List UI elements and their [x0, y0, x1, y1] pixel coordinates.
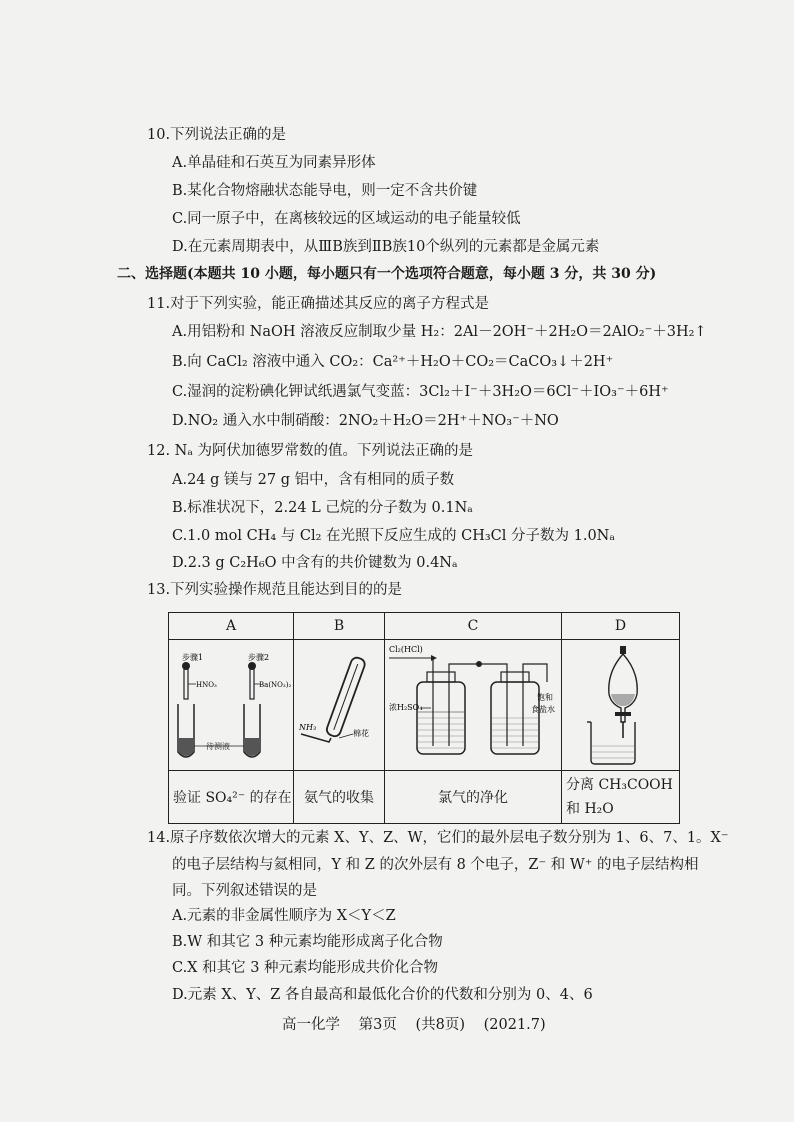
figure-d — [562, 640, 680, 771]
header-d: D — [562, 613, 680, 640]
figure-b — [294, 640, 385, 771]
footer-page: 第3页 — [358, 1017, 397, 1033]
q14-stem-line2: 的电子层结构与氦相同，Y 和 Z 的次外层有 8 个电子，Z⁻ 和 W⁺ 的电子层结构相 — [172, 857, 699, 873]
q11-stem: 11.对于下列实验，能正确描述其反应的离子方程式是 — [147, 296, 490, 312]
header-b: B — [294, 613, 385, 640]
q10-option-c: C.同一原子中，在离核较远的区域运动的电子能量较低 — [172, 211, 521, 227]
caption-a: 验证 SO₄²⁻ 的存在 — [169, 771, 294, 824]
header-a: A — [169, 613, 294, 640]
ammonia-collection-diagram — [295, 642, 383, 768]
caption-b: 氨气的收集 — [294, 771, 385, 824]
q12-option-c: C.1.0 mol CH₄ 与 Cl₂ 在光照下反应生成的 CH₃Cl 分子数为 1.0Nₐ — [172, 528, 615, 544]
reagent1-label: HNO₃ — [196, 681, 217, 689]
step1-label: 步骤1 — [182, 653, 204, 662]
step2-label: 步骤2 — [248, 653, 270, 662]
q13-stem: 13.下列实验操作规范且能达到目的的是 — [147, 582, 403, 598]
q14-stem-line3: 同。下列叙述错误的是 — [172, 883, 317, 899]
experiment-table — [168, 612, 680, 824]
q10-stem: 10.下列说法正确的是 — [147, 127, 287, 143]
q11-option-d: D.NO₂ 通入水中制硝酸：2NO₂＋H₂O＝2H⁺＋NO₃⁻＋NO — [172, 413, 559, 429]
q14-option-c: C.X 和其它 3 种元素均能形成共价化合物 — [172, 960, 439, 976]
caption-d: 分离 CH₃COOH 和 H₂O — [562, 771, 680, 824]
cotton-label: 棉花 — [353, 729, 369, 738]
footer-date: (2021.7) — [483, 1017, 546, 1033]
q12-option-d: D.2.3 g C₂H₆O 中含有的共价键数为 0.4Nₐ — [172, 555, 458, 571]
saturated-label: 饱和 — [537, 693, 553, 702]
test-tube-diagram — [170, 642, 292, 768]
figure-a — [169, 640, 294, 771]
q14-option-a: A.元素的非金属性顺序为 X＜Y＜Z — [172, 908, 396, 924]
q12-option-b: B.标准状况下，2.24 L 己烷的分子数为 0.1Nₐ — [172, 500, 473, 516]
q11-option-a: A.用铝粉和 NaOH 溶液反应制取少量 H₂：2Al－2OH⁻＋2H₂O＝2AlO₂⁻＋3H₂↑ — [172, 324, 707, 340]
figure-c — [385, 640, 562, 771]
caption-c: 氯气的净化 — [385, 771, 562, 824]
nh3-label: NH₃ — [299, 723, 317, 732]
q14-stem-line1: 14.原子序数依次增大的元素 X、Y、Z、W，它们的最外层电子数分别为 1、6、7、1。X⁻ — [147, 830, 729, 846]
footer-subject: 高一化学 — [282, 1017, 340, 1033]
brine-label: 食盐水 — [531, 705, 555, 714]
q14-option-b: B.W 和其它 3 种元素均能形成离子化合物 — [172, 934, 443, 950]
q12-option-a: A.24 g 镁与 27 g 铝中，含有相同的质子数 — [172, 472, 455, 488]
q12-stem: 12. Nₐ 为阿伏加德罗常数的值。下列说法正确的是 — [147, 443, 474, 459]
test-liquid-label: 待测液 — [206, 742, 230, 751]
q11-option-b: B.向 CaCl₂ 溶液中通入 CO₂：Ca²⁺＋H₂O＋CO₂＝CaCO₃↓＋2H⁺ — [172, 354, 614, 370]
page-footer — [282, 1013, 560, 1034]
q10-option-b: B.某化合物熔融状态能导电，则一定不含共价键 — [172, 183, 478, 199]
footer-total: (共8页) — [415, 1017, 465, 1033]
section-header: 二、选择题(本题共 10 小题，每小题只有一个选项符合题意，每小题 3 分，共 30 分) — [117, 266, 657, 282]
sulfuric-acid-label: 浓H₂SO₄ — [389, 703, 423, 712]
reagent2-label: Ba(NO₃)₂ — [259, 681, 292, 689]
q10-option-d: D.在元素周期表中，从ⅢB族到ⅡB族10个纵列的元素都是金属元素 — [172, 239, 600, 255]
q14-option-d: D.元素 X、Y、Z 各自最高和最低化合价的代数和分别为 0、4、6 — [172, 987, 593, 1003]
header-c: C — [385, 613, 562, 640]
chlorine-purification-diagram — [387, 642, 559, 768]
cl2-label: Cl₂(HCl) — [389, 645, 423, 654]
q11-option-c: C.湿润的淀粉碘化钾试纸遇氯气变蓝：3Cl₂＋I⁻＋3H₂O＝6Cl⁻＋IO₃⁻＋6H⁺ — [172, 384, 669, 400]
q10-option-a: A.单晶硅和石英互为同素异形体 — [172, 155, 376, 171]
separatory-funnel-diagram — [563, 642, 679, 768]
